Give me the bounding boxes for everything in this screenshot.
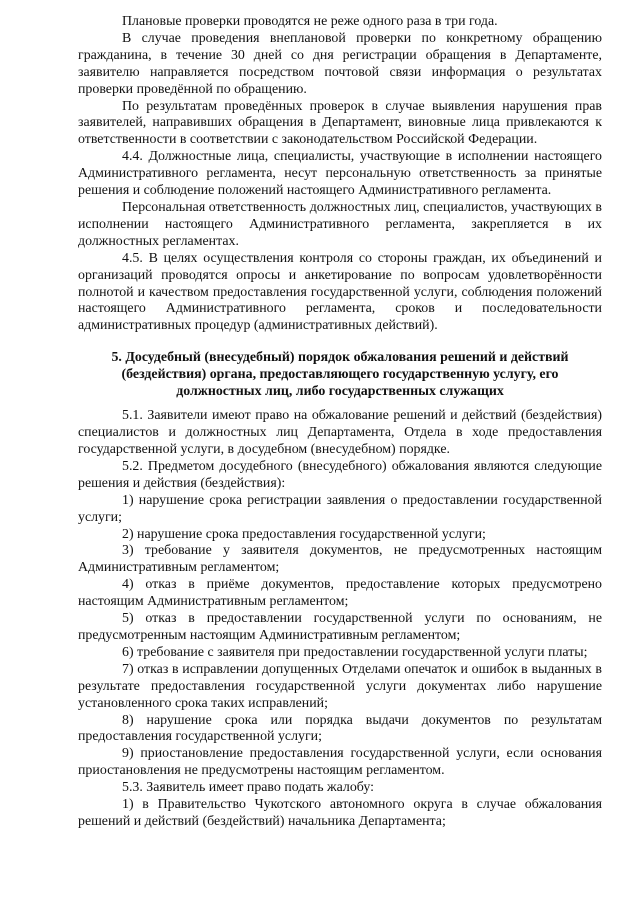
paragraph: По результатам проведённых проверок в случае выявления нарушения прав заявителей, направивших обращения в Департамент, виновные лица привлекаются к ответственности в соответствии с законодательством Российской Федерации. [78, 98, 602, 148]
list-item: 9) приостановление предоставления государственной услуги, если основания приостановления не предусмотрены настоящим регламентом. [78, 746, 602, 779]
list-item: 3) требование у заявителя документов, не предусмотренных настоящим Административным регламентом; [78, 543, 602, 576]
list-item: 1) нарушение срока регистрации заявления о предоставлении государственной услуги; [78, 492, 602, 525]
section-heading-line: (бездействия) органа, предоставляющего государственную услугу, его [121, 367, 559, 383]
list-item: 8) нарушение срока или порядка выдачи документов по результатам предоставления государственной услуги; [78, 712, 602, 745]
paragraph: Персональная ответственность должностных лиц, специалистов, участвующих в исполнении настоящего Административного регламента, закрепляется в их должностных регламентах. [78, 199, 602, 249]
list-item: 7) отказ в исправлении допущенных Отделами опечаток и ошибок в выданных в результате предоставления государственной услуги документах либо нарушение установленного срока таких исправлений; [78, 661, 602, 711]
paragraph: Плановые проверки проводятся не реже одного раза в три года. [122, 14, 498, 29]
list-item: 5) отказ в предоставлении государственной услуги по основаниям, не предусмотренным настоящим Административным регламентом; [78, 611, 602, 643]
section-heading [78, 349, 602, 400]
paragraph: 4.4. Должностные лица, специалисты, участвующие в исполнении настоящего Административного регламента, несут персональную ответственность за принятые решения и соблюдение положений настоящего Административного регламента. [78, 149, 602, 199]
section-heading-line: 5. Досудебный (внесудебный) порядок обжалования решений и действий [111, 350, 569, 366]
paragraph: 5.2. Предметом досудебного (внесудебного) обжалования являются следующие решения и действия (бездействия): [78, 458, 602, 491]
list-item: 1) в Правительство Чукотского автономного округа в случае обжалования решений и действий (бездействий) начальника Департамента; [78, 797, 602, 829]
paragraph: 5.1. Заявители имеют право на обжалование решений и действий (бездействия) специалистов и должностных лиц Департамента, Отдела в ходе предоставления государственной услуги, в досудебном (внесудебном) порядке. [78, 408, 602, 458]
list-item: 6) требование с заявителя при предоставлении государственной услуги платы; [122, 644, 588, 660]
paragraph: 4.5. В целях осуществления контроля со стороны граждан, их объединений и организаций проводятся опросы и анкетирование по вопросам удовлетворённости полнотой и качеством предоставления государственной услуги, соблюдения положений настоящего Административного регламента, сроков и последовательности административных процедур (административных действий). [78, 250, 602, 334]
paragraph: В случае проведения внеплановой проверки по конкретному обращению гражданина, в течение 30 дней со дня регистрации обращения в Департаменте, заявителю направляется посредством почтовой связи информация о результатах проверки проведённой по обращению. [78, 30, 602, 97]
list-item: 2) нарушение срока предоставления государственной услуги; [122, 526, 486, 542]
document-page [78, 14, 602, 831]
section-heading-line: должностных лиц, либо государственных служащих [176, 384, 504, 400]
paragraph: 5.3. Заявитель имеет право подать жалобу: [122, 780, 374, 796]
list-item: 4) отказ в приёме документов, предоставление которых предусмотрено настоящим Административным регламентом; [78, 577, 602, 610]
